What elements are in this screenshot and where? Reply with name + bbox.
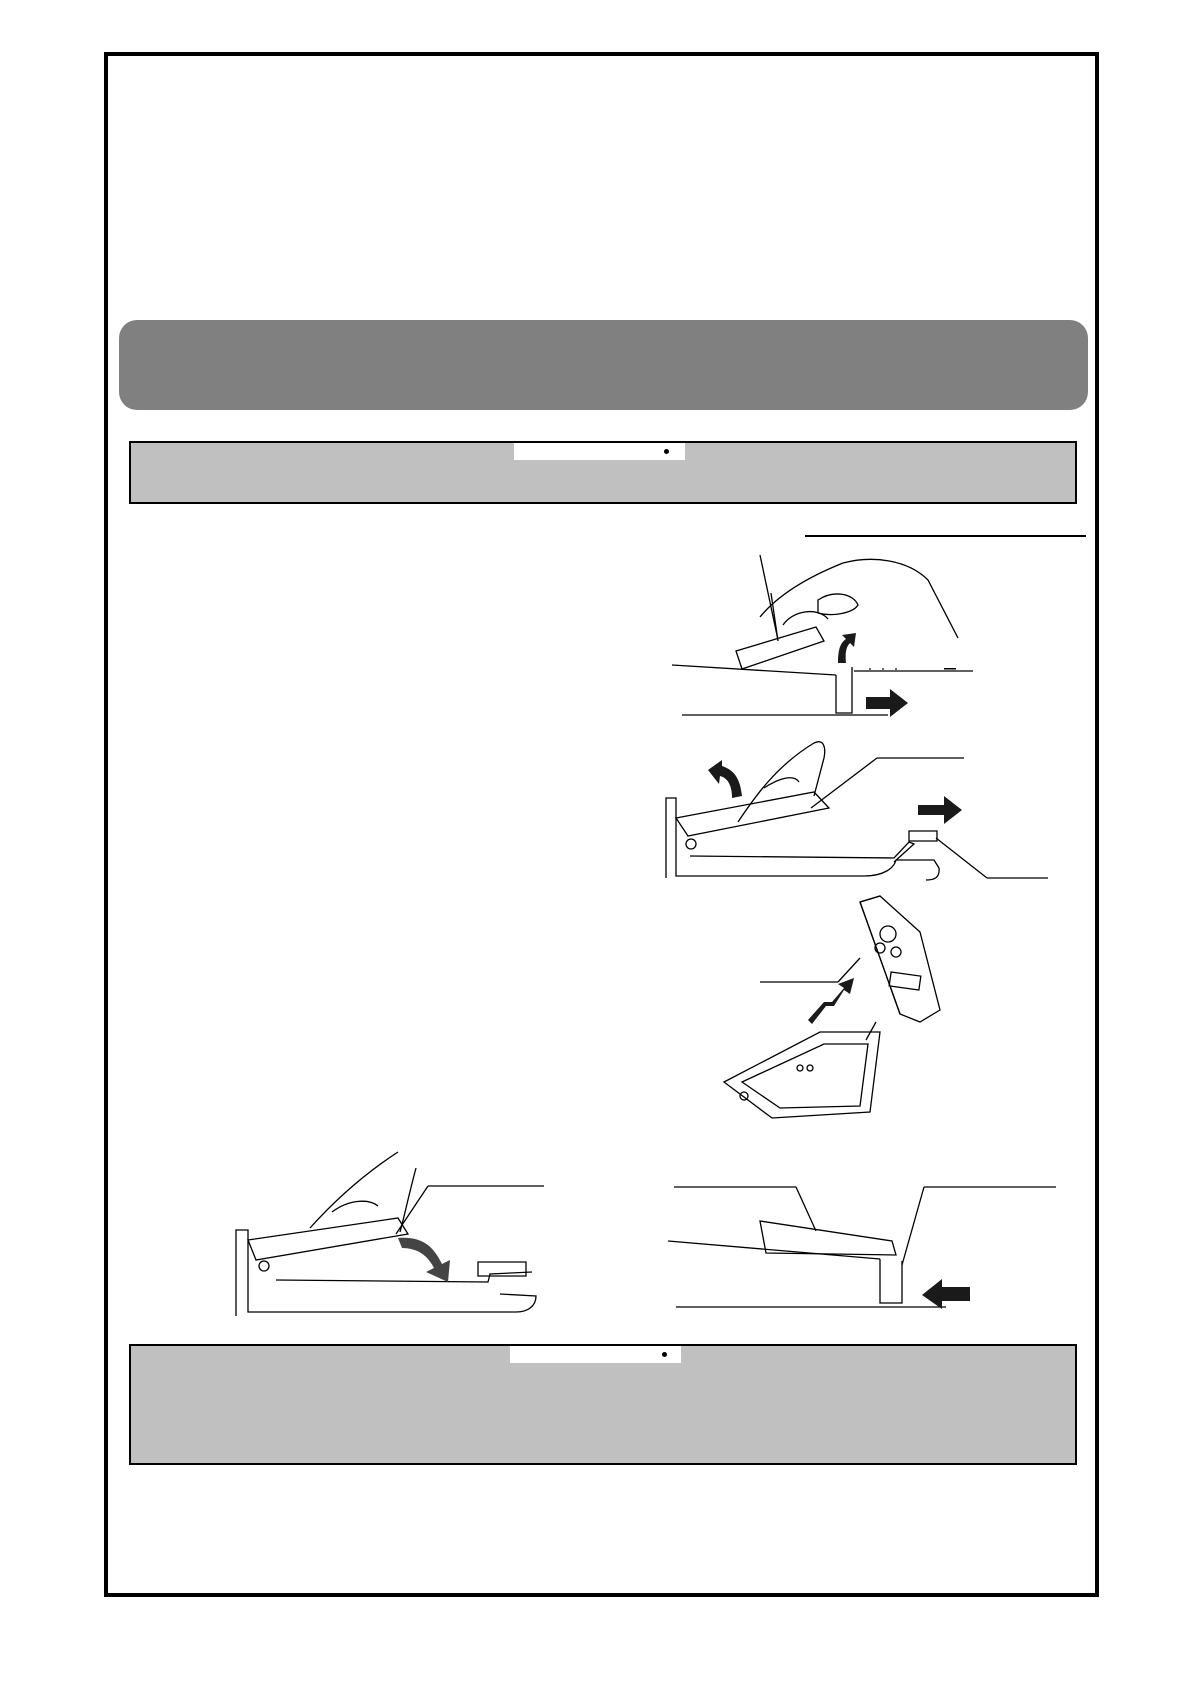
surface-line bbox=[672, 665, 836, 675]
leader-line bbox=[396, 1186, 428, 1234]
tray bbox=[690, 842, 914, 862]
arrow-up-icon bbox=[808, 978, 854, 1024]
unit-frame bbox=[666, 798, 939, 880]
note-box-tab bbox=[514, 443, 685, 460]
figure-lower-lid bbox=[228, 1148, 558, 1318]
figure-lift-lid bbox=[664, 718, 1064, 888]
curved-down-arrow-icon bbox=[398, 1238, 450, 1282]
header-rule bbox=[805, 535, 1086, 537]
tray bbox=[276, 1272, 532, 1282]
hand-thumb bbox=[783, 612, 828, 625]
leader-line-top bbox=[811, 758, 877, 808]
tool-blade bbox=[736, 627, 824, 669]
arrow-right-icon bbox=[866, 689, 908, 717]
curved-up-arrow-icon bbox=[708, 760, 742, 798]
figure-remove-module bbox=[720, 892, 1030, 1152]
module bbox=[860, 896, 940, 1022]
cover-wall bbox=[836, 667, 852, 713]
lid bbox=[248, 1218, 408, 1260]
arrow-left-icon bbox=[922, 1279, 970, 1309]
base-tray bbox=[724, 1032, 880, 1118]
figure-refit-cover bbox=[670, 1185, 1070, 1315]
bullet-icon bbox=[662, 1352, 667, 1357]
leader-line-bottom bbox=[936, 838, 987, 878]
note-box-top bbox=[129, 441, 1077, 504]
note-box-bottom bbox=[129, 1344, 1077, 1465]
hand-outline bbox=[760, 559, 958, 638]
leader-line-right bbox=[902, 1187, 924, 1265]
section-header-banner bbox=[119, 320, 1088, 410]
hand-finger bbox=[818, 594, 858, 615]
leader-line bbox=[760, 555, 778, 640]
figure-pry-cover bbox=[668, 555, 988, 725]
hand bbox=[738, 742, 825, 822]
hand bbox=[310, 1152, 416, 1232]
surface-line bbox=[668, 1241, 880, 1259]
lid bbox=[676, 792, 829, 836]
note-box-tab bbox=[510, 1346, 681, 1363]
bullet-icon bbox=[664, 449, 669, 454]
unit-frame bbox=[236, 1230, 536, 1316]
cover-wall bbox=[880, 1259, 902, 1303]
latch bbox=[909, 831, 937, 841]
curved-up-arrow-icon bbox=[838, 633, 856, 663]
arrow-right-icon bbox=[918, 796, 962, 824]
